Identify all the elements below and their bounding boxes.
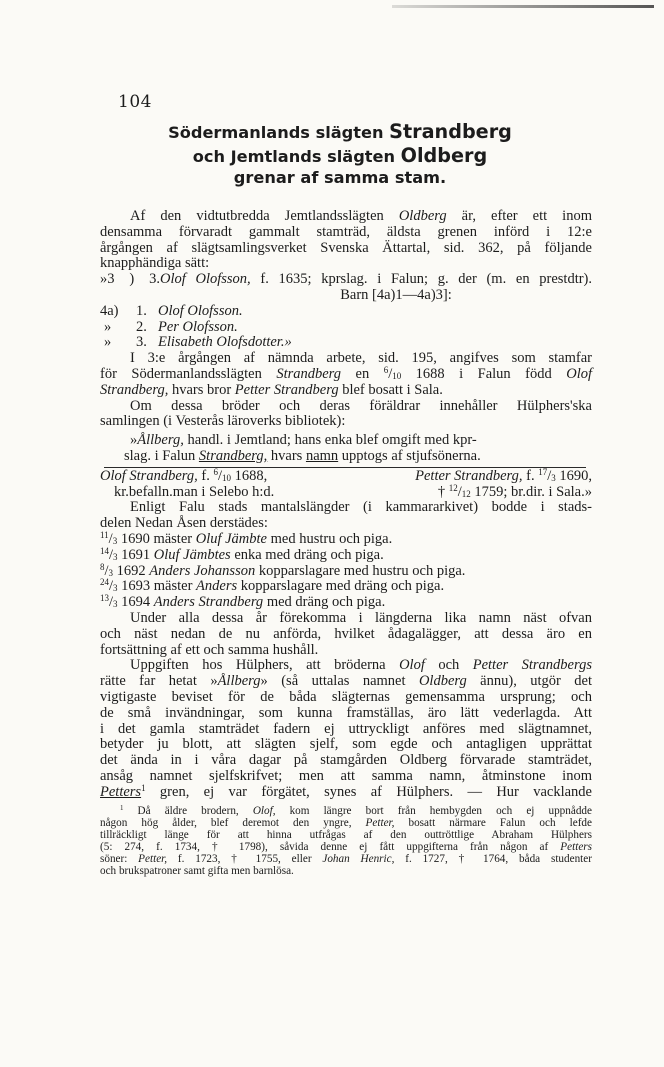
record-year: 1692	[116, 562, 146, 579]
child-number: 1.	[136, 302, 147, 319]
record-name: Anders Johansson	[149, 562, 256, 579]
date-fraction: $^{14}/_3$	[100, 545, 118, 563]
text-span: f.	[197, 467, 214, 484]
fraction-day: 11	[100, 530, 109, 540]
child-mark: 4a)	[100, 302, 119, 319]
text-span: Strandberg,	[100, 381, 169, 398]
text-line: betyder ju blott, att slägten sjelf, som egde och antagligen upprättat	[100, 736, 592, 753]
footnote	[100, 806, 592, 877]
text-span: gren, ej var förgätet, synes af Hülphers. — Hur vacklande	[145, 783, 592, 800]
text-span: »	[130, 432, 138, 449]
child-name: Per Olofsson.	[158, 318, 238, 335]
entry-detail: f. 1635; kprslag. i Falun; g. der (m. en prestdtr).	[250, 271, 593, 288]
title-line-2	[100, 144, 580, 168]
fraction-day: 12	[448, 482, 458, 493]
record-year: 1693	[121, 578, 151, 595]
title-line-1	[100, 120, 580, 144]
paragraph-conclusion	[100, 611, 592, 658]
text-span: f. 1723, † 1755, eller	[167, 853, 323, 866]
date-fraction: $^{24}/_3$	[100, 577, 118, 595]
text-span: med dräng och piga.	[263, 594, 386, 611]
text-span: Då äldre brodern,	[123, 805, 253, 818]
children-list	[100, 304, 592, 351]
text-line: det ända in i våra dagar på stamgården Oldberg förvarade stamträdet,	[100, 752, 592, 769]
text-line: Enligt Falu stads mantalslängder (i kammararkivet) bodde i stads-	[130, 499, 592, 516]
fraction-month: 3	[113, 583, 118, 594]
paragraph-mantal	[100, 500, 592, 532]
list-item	[100, 335, 592, 351]
text-span: Oldberg	[398, 208, 447, 224]
text-line	[100, 658, 592, 674]
record-year: 1694	[121, 594, 151, 611]
text-line: Om dessa bröder och deras föräldrar innehåller Hülphers'ska	[130, 397, 592, 414]
fraction-month: 10	[222, 472, 231, 483]
list-item	[100, 304, 592, 320]
list-item	[100, 320, 592, 336]
fraction-month: 3	[551, 472, 556, 483]
text-span: Petter Strandbergs	[472, 657, 592, 674]
records-list	[100, 532, 592, 611]
text-span: †	[437, 483, 449, 500]
text-span: kopparslagare med dräng och piga.	[237, 578, 445, 595]
text-span: Uppgiften hos Hülphers, att bröderna	[130, 657, 400, 674]
text-line	[100, 674, 592, 690]
fraction-month: 3	[112, 535, 118, 546]
text-span: slag. i Falun	[124, 447, 199, 464]
date-fraction: $^8/_3$	[100, 561, 114, 579]
entry-name: Olof Olofsson,	[160, 271, 251, 288]
date-fraction: $^{17}/_3$	[538, 466, 556, 484]
page-number: 104	[118, 92, 152, 112]
text-span: Petter,	[138, 853, 168, 866]
text-line: Under alla dessa år förekomma i längderna lika namn näst ofvan	[130, 609, 592, 626]
children-heading: Barn [4a)1—4a)3]:	[340, 286, 452, 303]
text-span: Strandberg	[276, 365, 342, 382]
text-span: är, efter ett inom	[446, 208, 592, 224]
text-line	[100, 433, 592, 449]
text-span: hvars bror	[168, 381, 235, 398]
fraction-month: 12	[461, 488, 471, 499]
title-name-oldberg: Oldberg	[400, 144, 488, 167]
son-right-2	[437, 482, 592, 501]
text-span: handl. i Jemtland; hans enka blef omgift med kpr-	[183, 432, 477, 449]
text-span: Petter Strandberg	[234, 381, 339, 398]
paragraph-intro	[100, 209, 592, 272]
child-number: 3.	[136, 334, 147, 351]
text-span: Olof	[566, 365, 592, 382]
record-name: Oluf Jämbte	[195, 530, 267, 547]
text-span: blef bosatt i Sala.	[338, 381, 443, 398]
record-year: 1690	[120, 530, 150, 547]
text-span: Johan Henric,	[322, 853, 395, 866]
paragraph-hulphers	[100, 399, 592, 431]
text-span: mäster	[150, 578, 197, 595]
text-line	[100, 383, 592, 399]
text-span: söner:	[100, 853, 139, 866]
text-span: » (så uttalas namnet	[260, 673, 419, 690]
text-span: Olof	[399, 657, 425, 674]
genealogy-entry	[100, 272, 592, 288]
record-name: Anders Strandberg	[153, 594, 264, 611]
text-span: för Södermanlandsslägten	[100, 365, 277, 382]
text-span: rätte far hetat »	[100, 673, 218, 690]
footnote-marker: 1	[141, 782, 146, 793]
sons-row-1	[100, 466, 592, 485]
text-span: 1688,	[230, 467, 268, 484]
text-span: Ållberg	[217, 673, 261, 690]
child-mark: »	[104, 318, 112, 335]
text-span: kom längre bort från hembygden och ej uppnådde	[275, 805, 592, 818]
text-span: f.	[522, 467, 539, 484]
text-span: Petters	[560, 841, 592, 854]
text-span: bosatt närmare Falun och lefde	[394, 817, 592, 830]
text-span: Olof,	[252, 805, 276, 818]
text-span: enka med dräng och piga.	[230, 546, 384, 563]
text-span: 1690,	[555, 467, 592, 484]
list-item	[100, 579, 592, 595]
fraction-day: 14	[100, 545, 109, 556]
fraction-month: 3	[113, 551, 118, 562]
footnote-marker: 1	[120, 804, 124, 813]
fraction-day: 13	[100, 593, 109, 604]
fraction-month: 3	[113, 599, 118, 610]
text-line: årgången af slägtsamlingsverket Svenska Ättartal, sid. 362, på följande	[100, 239, 592, 256]
title-line-3: grenar af samma stam.	[233, 168, 447, 187]
title-line-2-text: och Jemtlands slägten	[192, 147, 401, 166]
title-line-1-text: Södermanlands slägten	[168, 123, 390, 142]
child-name: Elisabeth Olofsdotter.»	[158, 334, 292, 351]
text-span: 1759; br.dir. i Sala.»	[470, 483, 592, 500]
text-span: Af den vidtutbredda Jemtlandsslägten	[130, 208, 399, 224]
list-item	[100, 545, 592, 564]
text-span: namn	[305, 447, 339, 464]
text-line: vigtigaste beviset för de båda slägternas gemensamma ursprung; och	[100, 688, 592, 705]
text-span: och	[424, 657, 473, 674]
sons-row-2	[100, 482, 592, 501]
fraction-day: 6	[213, 466, 218, 477]
fraction-day: 24	[100, 577, 109, 588]
record-name: Anders	[196, 578, 238, 595]
child-mark: »	[104, 334, 112, 351]
fraction-day: 6	[383, 365, 389, 376]
entry-mark: »3 ) 3.	[100, 271, 160, 288]
date-fraction: $^{13}/_3$	[100, 593, 118, 611]
text-span: kopparslagare med hustru och piga.	[255, 562, 466, 579]
text-span: f. 1727, † 1764, båda studenter	[394, 853, 592, 866]
quotation-block	[100, 433, 592, 500]
date-fraction: $^6/_{10}$	[383, 365, 402, 382]
text-line	[100, 367, 592, 383]
date-fraction: $^{12}/_{12}$	[448, 482, 471, 500]
text-line: de små invändningar, som kunna framställas, äro lätt vederlagda. Att	[100, 704, 592, 721]
top-scan-line	[392, 5, 654, 8]
text-span: hvars	[267, 447, 306, 464]
date-fraction: $^{11}/_3$	[100, 530, 118, 547]
paragraph-evidence	[100, 658, 592, 800]
text-line: i det gamla stamträdet fadern ej uttryckligt anföres med slägtnamnet,	[100, 720, 592, 737]
text-span: 1688 i Falun född	[401, 365, 567, 382]
text-line	[100, 449, 592, 465]
text-span: Petter,	[365, 817, 395, 830]
date-fraction: $^6/_{10}$	[213, 466, 231, 484]
record-name: Oluf Jämbtes	[153, 546, 231, 563]
record-year: 1691	[121, 546, 151, 563]
text-span: med hustru och piga.	[267, 530, 393, 547]
fraction-day: 8	[100, 561, 105, 572]
text-line: och brukspatroner samt gifta men barnlösa.	[100, 865, 294, 878]
text-line: fortsättning af ett och samma hushåll.	[100, 641, 319, 658]
son-left-1	[100, 466, 268, 485]
text-span: Petters	[100, 783, 142, 800]
son-left-2: kr.befalln.man i Selebo h:d.	[114, 483, 275, 500]
article-body	[100, 209, 592, 878]
title-name-strandberg: Strandberg	[389, 120, 512, 143]
text-span: Ållberg,	[137, 432, 184, 449]
text-span: Petter Strandberg,	[415, 467, 523, 484]
fraction-month: 3	[108, 567, 114, 578]
list-item	[100, 561, 592, 580]
fraction-day: 17	[538, 466, 548, 477]
text-line: densamma förvaradt gammalt stamträd, äldsta grenen införd i 12:e	[100, 223, 592, 240]
text-line: delen Nedan Åsen derstädes:	[100, 515, 268, 532]
child-name: Olof Olofsson.	[158, 302, 243, 319]
text-span: mäster	[149, 530, 196, 547]
page-title	[100, 120, 580, 188]
text-span: (5: 274, f. 1734, † 1798), såvida denne ej fått uppgifterna från någon af	[100, 841, 561, 854]
text-line: tillräckligt länge för att hinna utfrågas af den outtröttlige Abraham Hülphers	[100, 829, 592, 842]
text-line: och näst nedan de nu anförda, hvilket ådagalägger, att dessa äro en	[100, 625, 592, 642]
text-span: upptogs af stjufsönerna.	[338, 447, 481, 464]
text-span: en	[341, 365, 384, 382]
text-span: någon hög ålder, blef deremot den yngre,	[100, 817, 366, 830]
paragraph-stamfar	[100, 351, 592, 398]
text-line: I 3:e årgången af nämnda arbete, sid. 195, angifves som stamfar	[130, 350, 592, 367]
text-line	[100, 209, 592, 225]
son-right-1	[415, 466, 592, 485]
fraction-month: 10	[392, 370, 402, 381]
list-item	[100, 595, 592, 611]
child-number: 2.	[136, 318, 147, 335]
text-span: Olof Strandberg,	[100, 467, 198, 484]
text-span: Oldberg	[418, 673, 467, 690]
text-line: ansåg namnet sjelfskrifvet; men att samma namn, åtminstone inom	[100, 767, 592, 784]
text-line: samlingen (i Vesterås läroverks bibliotek):	[100, 413, 346, 430]
text-span: Strandberg,	[198, 447, 268, 464]
text-span: ännu), utgör det	[466, 673, 592, 690]
list-item	[100, 532, 592, 548]
text-line: knapphändiga sätt:	[100, 255, 210, 272]
text-line	[100, 782, 592, 801]
